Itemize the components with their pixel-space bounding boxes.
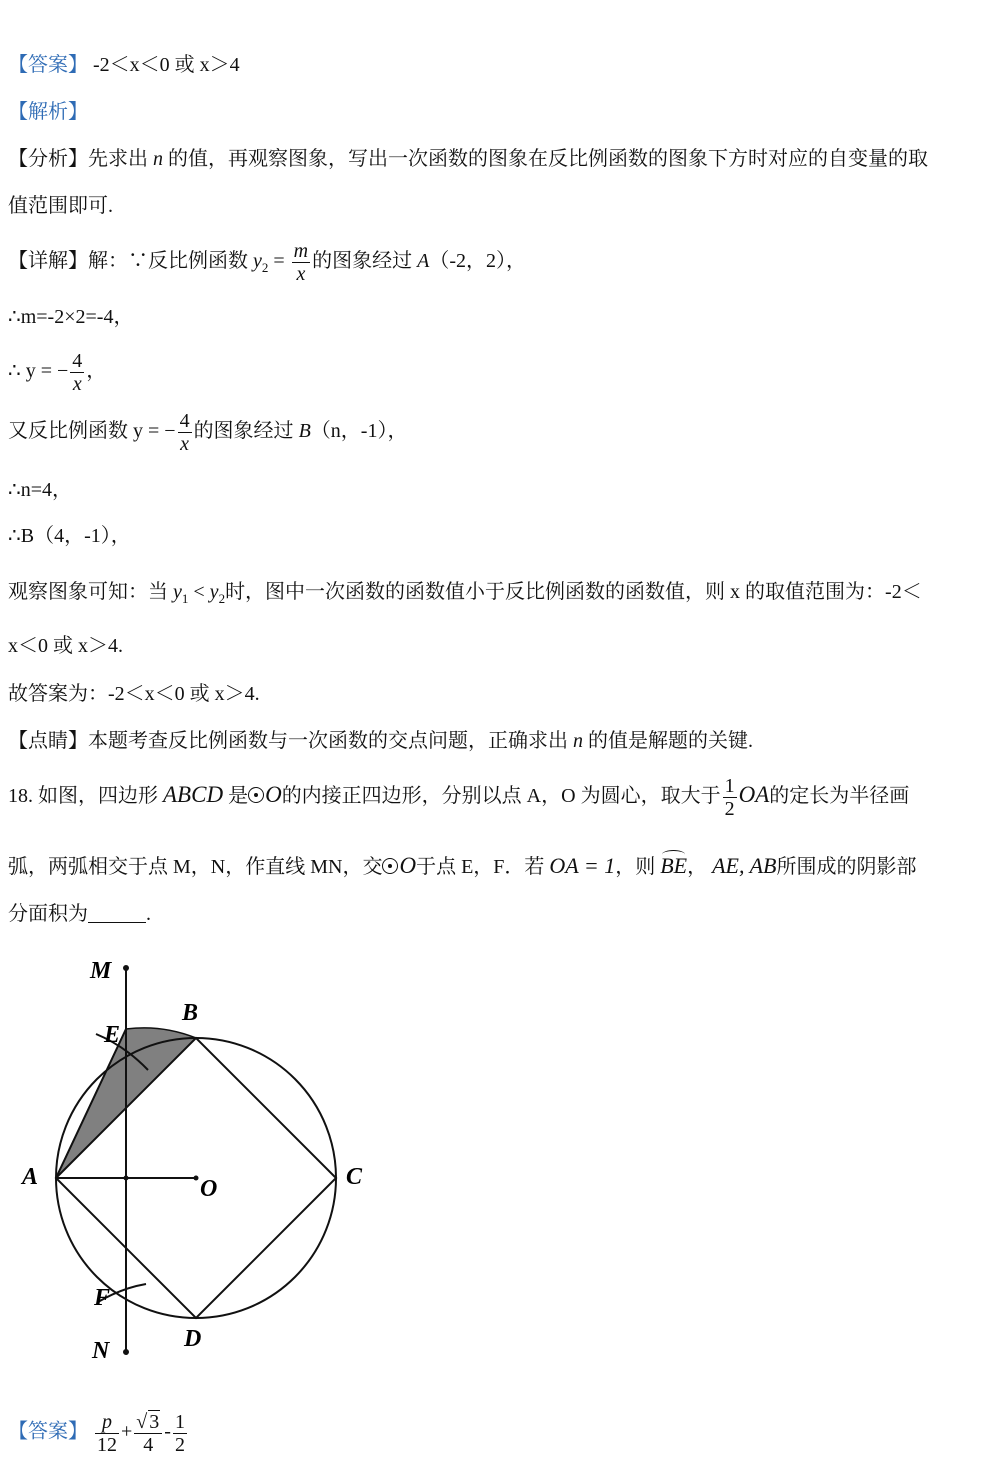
detail-line-9: 故答案为：-2＜x＜0 或 x＞4. — [8, 683, 260, 705]
q18-O2: O — [399, 853, 417, 878]
detail-line-1 — [8, 240, 526, 285]
dianjing-text-b: 的值是解题的关键. — [583, 730, 753, 752]
detail-l7a: 观察图象可知：当 — [8, 581, 168, 603]
dianjing-text-a: 本题考查反比例函数与一次函数的交点问题，正确求出 — [88, 730, 573, 752]
detail-l4a: 又反比例函数 y = − — [8, 420, 176, 443]
frac-den: 2 — [174, 1433, 185, 1456]
frac-num: 1 — [174, 1410, 185, 1433]
q18-l2b: 于点 E，F．若 — [416, 856, 545, 878]
detail-l1b: 的图象经过 — [312, 250, 413, 273]
fraction-4-over-x — [70, 350, 84, 395]
circle-dot-icon — [382, 858, 398, 874]
q18-ABCD: ABCD — [163, 782, 224, 808]
sub-2b: 2 — [218, 591, 226, 606]
plus-sign: + — [121, 1420, 133, 1443]
q18-l1b: 是 — [228, 785, 249, 808]
q18-l2d: ，则 — [615, 856, 656, 878]
fraction-p-over-12 — [95, 1411, 119, 1456]
fenxi-line-1 — [8, 147, 928, 171]
detail-l4b: 的图象经过 — [193, 420, 294, 443]
frac-den: 4 — [143, 1434, 154, 1456]
answer-line-1 — [8, 53, 240, 77]
fraction-sqrt3-over-4 — [134, 1410, 162, 1456]
frac-den: x — [72, 373, 82, 395]
q18-l2e: ， — [687, 856, 708, 878]
sqrt-radicand: 3 — [149, 1411, 160, 1433]
q18-l1a: 18. 如图，四边形 — [8, 785, 158, 808]
point-N — [123, 1349, 129, 1355]
point-B: B — [298, 420, 311, 443]
detail-l4c: （n，-1）， — [310, 420, 408, 443]
analysis-tag: 【解析】 — [8, 101, 88, 123]
dianjing-var-n: n — [573, 730, 583, 752]
q18-line-2 — [8, 848, 916, 879]
detail-line-8: x＜0 或 x＞4. — [8, 635, 123, 657]
dianjing-line — [8, 729, 753, 753]
q18-OA-eq: OA = 1 — [549, 853, 616, 878]
frac-num: p — [95, 1411, 119, 1434]
label-B: B — [182, 1000, 199, 1026]
answer-tag: 【答案】 — [8, 54, 88, 76]
frac-num: 4 — [72, 350, 83, 372]
var-y1: y — [173, 581, 182, 603]
point-A: A — [417, 250, 430, 273]
circle-dot-icon — [248, 787, 264, 803]
q18-AE-AB: AE, AB — [712, 853, 777, 878]
frac-num: 4 — [179, 410, 190, 432]
detail-line-7 — [8, 580, 922, 611]
arc-BE: BE — [660, 848, 687, 878]
q18-l3: 分面积为 — [8, 903, 88, 925]
label-E: E — [104, 1022, 121, 1048]
fenxi-text-a: 先求出 — [88, 148, 153, 170]
frac-den: x — [296, 263, 306, 285]
detail-l3b: ， — [86, 360, 107, 383]
q18-l3-end: . — [146, 903, 151, 925]
eq-sign: = — [268, 250, 290, 273]
detail-l1c: （-2，2）， — [429, 250, 527, 273]
answer-line-2 — [8, 1410, 189, 1456]
point-M — [123, 965, 129, 971]
q18-l2f: 所围成的阴影部 — [776, 856, 917, 878]
fraction-4-over-x-2 — [178, 410, 192, 455]
label-D: D — [184, 1326, 202, 1352]
answer-text: -2＜x＜0 或 x＞4 — [93, 54, 240, 76]
detail-l3a: ∴ y = − — [8, 360, 69, 383]
label-C: C — [346, 1164, 363, 1190]
dianjing-tag: 【点睛】 — [8, 730, 88, 752]
detail-l7b: 时，图中一次函数的函数值小于反比例函数的函数值，则 x 的取值范围为：-2＜ — [225, 581, 922, 603]
fraction-1-over-2 — [723, 775, 737, 820]
q18-O: O — [265, 782, 282, 808]
sub-2: 2 — [261, 260, 269, 276]
var-y2: y — [253, 250, 262, 273]
detail-line-4 — [8, 410, 407, 455]
q18-line-1 — [8, 775, 909, 820]
label-O: O — [200, 1176, 218, 1202]
q18-l1c: 的内接正四边形，分别以点 A，O 为圆心，取大于 — [281, 785, 721, 808]
frac-num: 1 — [724, 775, 735, 797]
label-A: A — [22, 1164, 39, 1190]
q18-l1d: 的定长为半径画 — [769, 785, 910, 808]
frac-den: 2 — [724, 798, 735, 820]
frac-den: 12 — [97, 1433, 117, 1456]
answer-blank — [88, 904, 146, 923]
detail-line-6: ∴B（4，-1）， — [8, 525, 131, 547]
fenxi-var-n: n — [153, 148, 163, 170]
fenxi-text-b: 的值，再观察图象，写出一次函数的图象在反比例函数的图象下方时对应的自变量的取 — [163, 148, 928, 170]
q18-l2a: 弧，两弧相交于点 M，N，作直线 MN，交 — [8, 856, 383, 878]
point-midpoint — [124, 1176, 129, 1181]
answer-tag-2: 【答案】 — [8, 1420, 88, 1443]
label-N: N — [92, 1338, 110, 1364]
q18-line-3 — [8, 902, 151, 926]
geometry-figure — [0, 950, 400, 1390]
var-y2b: y — [209, 581, 219, 603]
fraction-m-over-x — [292, 240, 310, 285]
detail-l1a: 解：∵反比例函数 — [88, 250, 248, 273]
fenxi-tag: 【分析】 — [8, 148, 88, 170]
fenxi-line-2: 值范围即可. — [8, 195, 113, 217]
frac-num: m — [293, 240, 309, 262]
q18-OA: OA — [738, 782, 770, 808]
lt-sign: < — [188, 581, 210, 603]
frac-num-sqrt: √ 3 — [134, 1410, 162, 1434]
label-F: F — [94, 1285, 111, 1311]
point-O — [194, 1176, 199, 1181]
label-M: M — [90, 958, 112, 984]
fraction-1-over-2-b — [173, 1411, 187, 1456]
detail-tag: 【详解】 — [8, 250, 88, 273]
detail-line-2: ∴m=-2×2=-4， — [8, 306, 134, 328]
detail-line-3 — [8, 350, 106, 395]
detail-line-5: ∴n=4， — [8, 479, 73, 501]
frac-den: x — [180, 433, 189, 455]
minus-sign: - — [164, 1420, 171, 1443]
sub-1: 1 — [181, 591, 189, 606]
